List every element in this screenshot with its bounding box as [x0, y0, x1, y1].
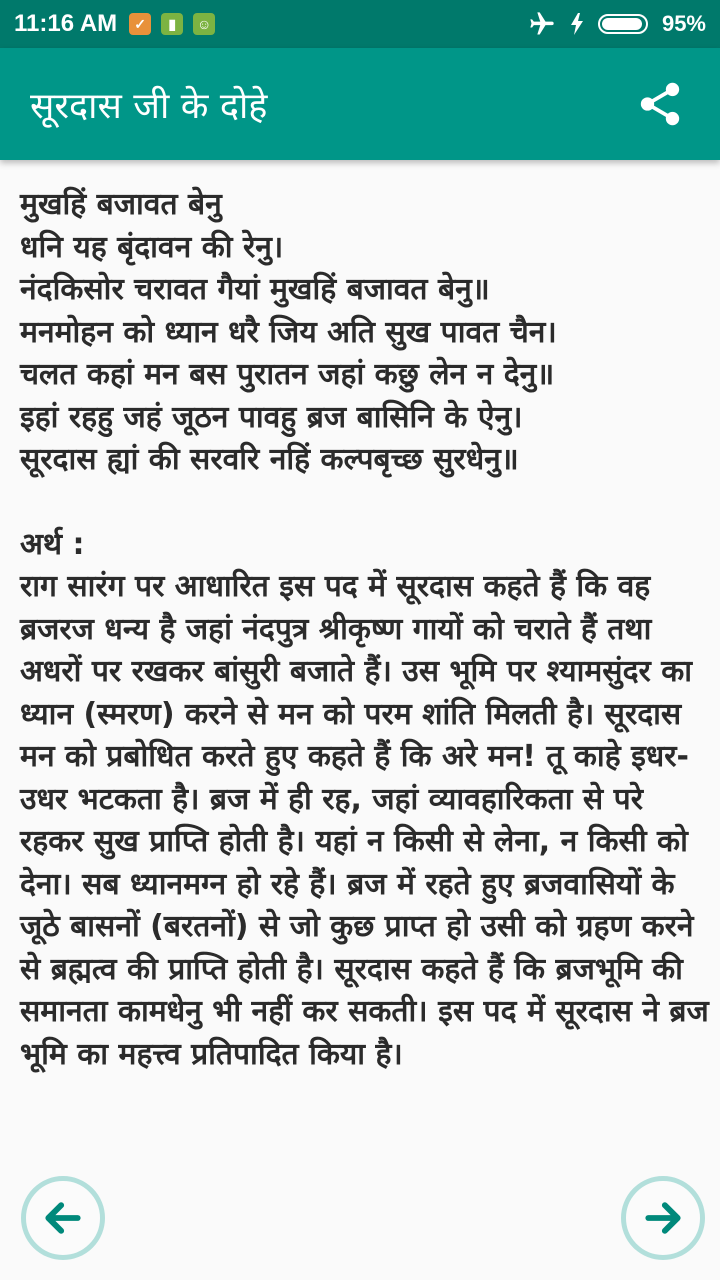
meaning-text: राग सारंग पर आधारित इस पद में सूरदास कहते हैं कि वह ब्रजरज धन्य है जहां नंदपुत्र श्रीकृष्ण गायों को चराते हैं तथा अधरों पर रखकर बांसुरी बजाते हैं। उस भूमि पर श्यामसुंदर का ध्यान (स्मरण) करने से मन को परम शांति मिलती है। सूरदास मन को प्रबोधित करते हुए कहते हैं कि अरे मन! तू काहे इधर-उधर भटकता है। ब्रज में ही रह, जहां व्यावहारिकता से परे रहकर सुख प्राप्ति होती है। यहां न किसी से लेना, न किसी को देना। सब ध्यानमग्न हो रहे हैं। ब्रज में रहते हुए ब्रजवासियों के जूठे बासनों (बरतनों) से जो कुछ प्राप्त हो उसी को ग्रहण करने से ब्रह्मत्व की प्राप्ति होती है। सूरदास कहते हैं कि ब्रजभूमि की समानता कामधेनु भी नहीं कर सकती। इस पद में सूरदास ने ब्रज भूमि का महत्त्व प्रतिपादित किया है। — [20, 569, 709, 1072]
notification-android-icon: ☺ — [193, 13, 215, 35]
verse — [20, 184, 710, 482]
battery-icon — [598, 14, 648, 34]
share-icon — [635, 79, 685, 129]
next-button[interactable] — [621, 1176, 705, 1260]
arrow-left-icon — [41, 1196, 85, 1240]
notification-battery-app-icon: ▮ — [161, 13, 183, 35]
status-right — [528, 10, 706, 38]
verse-line: सूरदास ह्यां की सरवरि नहिं कल्पबृच्छ सुरधेनु॥ — [20, 442, 519, 477]
battery-level — [602, 18, 642, 30]
meaning-heading: अर्थ : — [20, 526, 85, 562]
verse-line: धनि यह बृंदावन की रेनु। — [20, 229, 284, 265]
doha-content — [20, 184, 710, 1076]
previous-button[interactable] — [21, 1176, 105, 1260]
verse-line: नंदकिसोर चरावत गैयां मुखहिं बजावत बेनु॥ — [20, 272, 490, 307]
verse-line: इहां रहहु जहं जूठन पावहु ब्रज बासिनि के ऐनु। — [20, 399, 523, 435]
airplane-mode-icon — [528, 10, 556, 38]
verse-line: चलत कहां मन बस पुरातन जहां कछु लेन न देनु॥ — [20, 357, 555, 392]
charging-icon — [570, 13, 584, 35]
verse-line: मुखहिं बजावत बेनु — [20, 187, 222, 222]
share-button[interactable] — [632, 76, 688, 132]
arrow-right-icon — [641, 1196, 685, 1240]
app-bar — [0, 48, 720, 160]
status-bar — [0, 0, 720, 48]
notification-app-icon: ✓ — [129, 13, 151, 35]
spacer — [20, 482, 710, 524]
battery-percent: 95% — [661, 11, 706, 36]
status-time: 11:16 AM — [14, 10, 118, 37]
page-title: सूरदास जी के दोहे — [30, 85, 268, 127]
verse-line: मनमोहन को ध्यान धरै जिय अति सुख पावत चैन। — [20, 314, 557, 350]
